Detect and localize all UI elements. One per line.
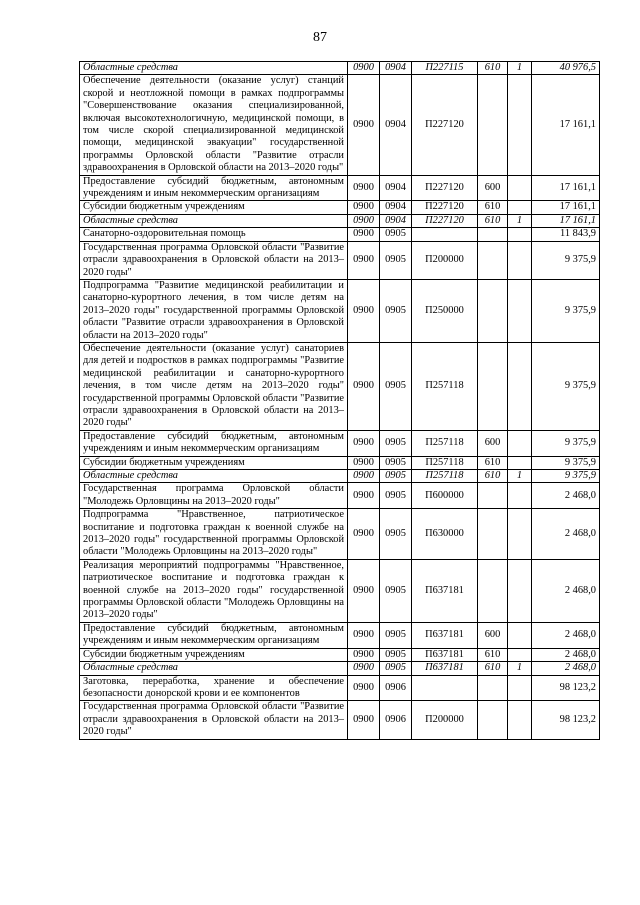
funding-source-cell: 1: [508, 214, 532, 227]
table-row: [80, 228, 600, 241]
subsection-code-cell: 0905: [380, 622, 412, 648]
table-row: [80, 62, 600, 75]
funding-source-cell: [508, 622, 532, 648]
row-name-cell: Областные средства: [80, 214, 348, 227]
row-name-cell: Государственная программа Орловской области "Развитие отрасли здравоохранения в Орловской области на 2013–2020 годы": [80, 241, 348, 279]
expense-type-cell: 610: [478, 648, 508, 661]
funding-source-cell: [508, 75, 532, 175]
row-name-cell: Субсидии бюджетным учреждениям: [80, 648, 348, 661]
expense-type-cell: 610: [478, 214, 508, 227]
funding-source-cell: [508, 559, 532, 622]
amount-cell: 2 468,0: [532, 648, 600, 661]
row-name-cell: Областные средства: [80, 470, 348, 483]
target-article-cell: П227115: [412, 62, 478, 75]
table-row: [80, 470, 600, 483]
expense-type-cell: [478, 342, 508, 430]
expense-type-cell: [478, 675, 508, 701]
funding-source-cell: [508, 201, 532, 214]
amount-cell: 9 375,9: [532, 342, 600, 430]
budget-table-body: [80, 62, 600, 740]
table-row: [80, 241, 600, 279]
expense-type-cell: [478, 279, 508, 342]
funding-source-cell: [508, 483, 532, 509]
row-name-cell: Заготовка, переработка, хранение и обеспечение безопасности донорской крови и ее компонентов: [80, 675, 348, 701]
section-code-cell: 0900: [348, 483, 380, 509]
subsection-code-cell: 0905: [380, 470, 412, 483]
target-article-cell: П227120: [412, 175, 478, 201]
subsection-code-cell: 0905: [380, 483, 412, 509]
funding-source-cell: [508, 648, 532, 661]
section-code-cell: 0900: [348, 701, 380, 739]
row-name-cell: Предоставление субсидий бюджетным, автономным учреждениям и иным некоммерческим организациям: [80, 175, 348, 201]
target-article-cell: П257118: [412, 456, 478, 469]
funding-source-cell: 1: [508, 470, 532, 483]
amount-cell: 9 375,9: [532, 456, 600, 469]
amount-cell: 9 375,9: [532, 279, 600, 342]
table-row: [80, 342, 600, 430]
funding-source-cell: [508, 228, 532, 241]
amount-cell: 2 468,0: [532, 483, 600, 509]
target-article-cell: П200000: [412, 241, 478, 279]
target-article-cell: П227120: [412, 75, 478, 175]
subsection-code-cell: 0905: [380, 559, 412, 622]
target-article-cell: П637181: [412, 559, 478, 622]
table-row: [80, 675, 600, 701]
target-article-cell: П257118: [412, 342, 478, 430]
section-code-cell: 0900: [348, 228, 380, 241]
expense-type-cell: 600: [478, 175, 508, 201]
funding-source-cell: [508, 175, 532, 201]
budget-table: [79, 61, 600, 740]
expense-type-cell: [478, 228, 508, 241]
row-name-cell: Подпрограмма "Развитие медицинской реабилитации и санаторно-курортного лечения, в том числе детям на 2013–2020 годы" государственной программы Орловской области "Развитие отрасли здравоохранения в Орловской области на 2013–2020 годы": [80, 279, 348, 342]
table-row: [80, 214, 600, 227]
funding-source-cell: 1: [508, 62, 532, 75]
funding-source-cell: [508, 241, 532, 279]
subsection-code-cell: 0905: [380, 509, 412, 560]
row-name-cell: Субсидии бюджетным учреждениям: [80, 201, 348, 214]
target-article-cell: П250000: [412, 279, 478, 342]
target-article-cell: [412, 228, 478, 241]
target-article-cell: П257118: [412, 470, 478, 483]
row-name-cell: Обеспечение деятельности (оказание услуг) станций скорой и неотложной помощи в рамках подпрограммы "Совершенствование оказания специализированной, включая высокотехнологичную, медицинской помощи, в том числе скорой специализированной медицинской помощи, медицинской эвакуации" государственной программы Орловской области "Развитие отрасли здравоохранения в Орловской области на 2013–2020 годы": [80, 75, 348, 175]
funding-source-cell: [508, 675, 532, 701]
expense-type-cell: 610: [478, 662, 508, 675]
subsection-code-cell: 0904: [380, 201, 412, 214]
row-name-cell: Подпрограмма "Нравственное, патриотическое воспитание и подготовка граждан к военной службе на 2013–2020 годы" государственной программы Орловской области "Молодежь Орловщины на 2013–2020 годы": [80, 509, 348, 560]
expense-type-cell: [478, 241, 508, 279]
amount-cell: 17 161,1: [532, 75, 600, 175]
subsection-code-cell: 0904: [380, 175, 412, 201]
table-row: [80, 456, 600, 469]
subsection-code-cell: 0904: [380, 214, 412, 227]
row-name-cell: Государственная программа Орловской области "Молодежь Орловщины на 2013–2020 годы": [80, 483, 348, 509]
table-row: [80, 559, 600, 622]
row-name-cell: Субсидии бюджетным учреждениям: [80, 456, 348, 469]
amount-cell: 17 161,1: [532, 214, 600, 227]
target-article-cell: П637181: [412, 662, 478, 675]
amount-cell: 2 468,0: [532, 622, 600, 648]
section-code-cell: 0900: [348, 342, 380, 430]
section-code-cell: 0900: [348, 214, 380, 227]
section-code-cell: 0900: [348, 75, 380, 175]
subsection-code-cell: 0905: [380, 456, 412, 469]
subsection-code-cell: 0905: [380, 279, 412, 342]
funding-source-cell: [508, 342, 532, 430]
amount-cell: 98 123,2: [532, 701, 600, 739]
subsection-code-cell: 0906: [380, 701, 412, 739]
target-article-cell: П637181: [412, 622, 478, 648]
row-name-cell: Государственная программа Орловской области "Развитие отрасли здравоохранения в Орловской области на 2013–2020 годы": [80, 701, 348, 739]
funding-source-cell: 1: [508, 662, 532, 675]
section-code-cell: 0900: [348, 559, 380, 622]
table-row: [80, 75, 600, 175]
table-row: [80, 201, 600, 214]
target-article-cell: П637181: [412, 648, 478, 661]
amount-cell: 11 843,9: [532, 228, 600, 241]
section-code-cell: 0900: [348, 622, 380, 648]
table-row: [80, 430, 600, 456]
amount-cell: 17 161,1: [532, 175, 600, 201]
subsection-code-cell: 0905: [380, 342, 412, 430]
section-code-cell: 0900: [348, 648, 380, 661]
section-code-cell: 0900: [348, 470, 380, 483]
target-article-cell: П630000: [412, 509, 478, 560]
subsection-code-cell: 0905: [380, 648, 412, 661]
section-code-cell: 0900: [348, 201, 380, 214]
funding-source-cell: [508, 456, 532, 469]
table-row: [80, 662, 600, 675]
table-row: [80, 509, 600, 560]
section-code-cell: 0900: [348, 62, 380, 75]
amount-cell: 17 161,1: [532, 201, 600, 214]
expense-type-cell: 610: [478, 201, 508, 214]
amount-cell: 2 468,0: [532, 662, 600, 675]
row-name-cell: Предоставление субсидий бюджетным, автономным учреждениям и иным некоммерческим организациям: [80, 622, 348, 648]
target-article-cell: П200000: [412, 701, 478, 739]
subsection-code-cell: 0905: [380, 228, 412, 241]
target-article-cell: [412, 675, 478, 701]
expense-type-cell: [478, 701, 508, 739]
section-code-cell: 0900: [348, 509, 380, 560]
section-code-cell: 0900: [348, 675, 380, 701]
subsection-code-cell: 0905: [380, 241, 412, 279]
table-row: [80, 483, 600, 509]
section-code-cell: 0900: [348, 175, 380, 201]
funding-source-cell: [508, 701, 532, 739]
expense-type-cell: [478, 75, 508, 175]
section-code-cell: 0900: [348, 279, 380, 342]
section-code-cell: 0900: [348, 662, 380, 675]
row-name-cell: Санаторно-оздоровительная помощь: [80, 228, 348, 241]
amount-cell: 9 375,9: [532, 470, 600, 483]
amount-cell: 98 123,2: [532, 675, 600, 701]
expense-type-cell: 600: [478, 622, 508, 648]
expense-type-cell: 610: [478, 62, 508, 75]
table-row: [80, 279, 600, 342]
table-row: [80, 701, 600, 739]
subsection-code-cell: 0906: [380, 675, 412, 701]
funding-source-cell: [508, 430, 532, 456]
page-number: 87: [313, 30, 327, 45]
amount-cell: 2 468,0: [532, 559, 600, 622]
subsection-code-cell: 0905: [380, 430, 412, 456]
expense-type-cell: [478, 559, 508, 622]
target-article-cell: П227120: [412, 201, 478, 214]
funding-source-cell: [508, 279, 532, 342]
target-article-cell: П257118: [412, 430, 478, 456]
table-row: [80, 648, 600, 661]
expense-type-cell: 610: [478, 470, 508, 483]
expense-type-cell: 600: [478, 430, 508, 456]
table-row: [80, 175, 600, 201]
row-name-cell: Реализация мероприятий подпрограммы "Нравственное, патриотическое воспитание и подготовка граждан к военной службе на 2013–2020 годы" государственной программы Орловской области "Молодежь Орловщины на 2013–2020 годы": [80, 559, 348, 622]
subsection-code-cell: 0905: [380, 662, 412, 675]
amount-cell: 9 375,9: [532, 430, 600, 456]
table-row: [80, 622, 600, 648]
row-name-cell: Предоставление субсидий бюджетным, автономным учреждениям и иным некоммерческим организациям: [80, 430, 348, 456]
expense-type-cell: [478, 509, 508, 560]
subsection-code-cell: 0904: [380, 62, 412, 75]
row-name-cell: Областные средства: [80, 662, 348, 675]
target-article-cell: П227120: [412, 214, 478, 227]
subsection-code-cell: 0904: [380, 75, 412, 175]
amount-cell: 9 375,9: [532, 241, 600, 279]
expense-type-cell: 610: [478, 456, 508, 469]
row-name-cell: Областные средства: [80, 62, 348, 75]
funding-source-cell: [508, 509, 532, 560]
expense-type-cell: [478, 483, 508, 509]
target-article-cell: П600000: [412, 483, 478, 509]
amount-cell: 2 468,0: [532, 509, 600, 560]
amount-cell: 40 976,5: [532, 62, 600, 75]
row-name-cell: Обеспечение деятельности (оказание услуг) санаториев для детей и подростков в рамках подпрограммы "Развитие медицинской реабилитации и санаторно-курортного лечения, в том числе детям на 2013–2020 годы" государственной программы Орловской области "Развитие отрасли здравоохранения в Орловской области на 2013–2020 годы": [80, 342, 348, 430]
section-code-cell: 0900: [348, 456, 380, 469]
section-code-cell: 0900: [348, 430, 380, 456]
section-code-cell: 0900: [348, 241, 380, 279]
